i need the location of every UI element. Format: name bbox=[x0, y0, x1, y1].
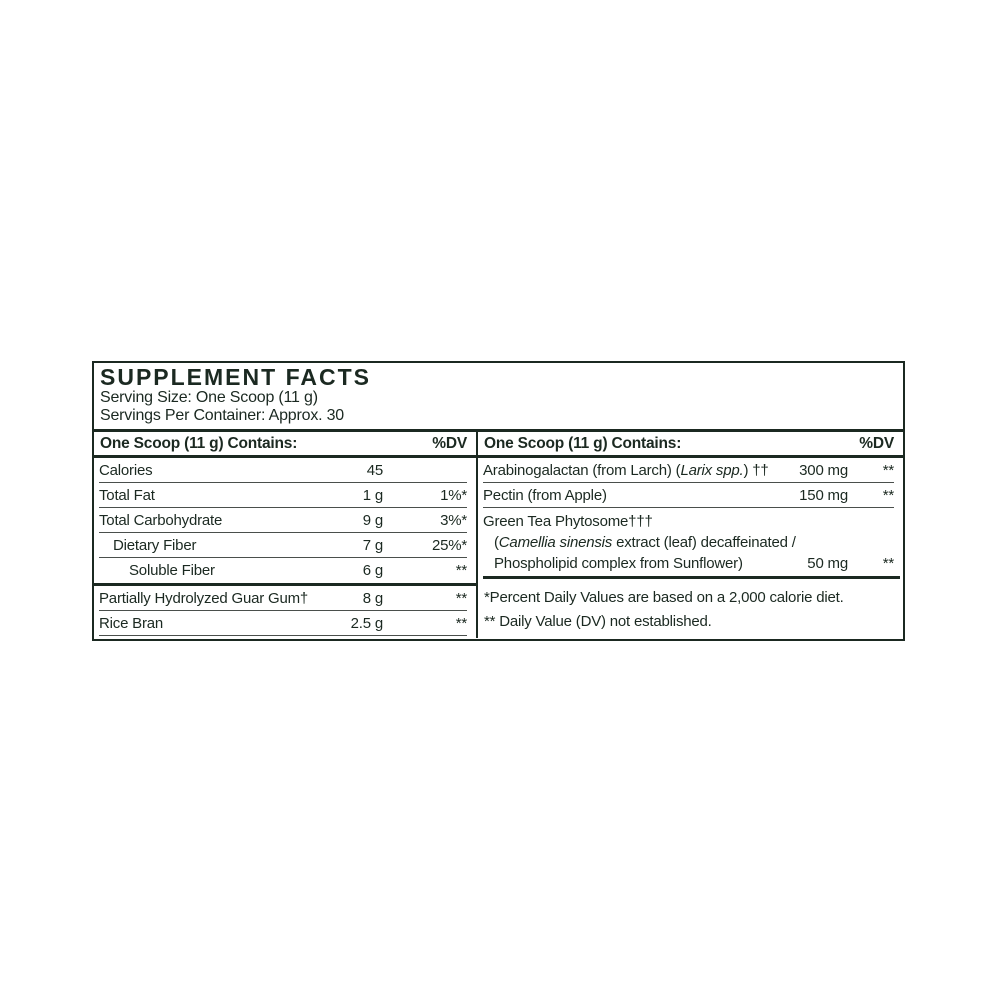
nutrient-description-line bbox=[483, 553, 894, 574]
nutrient-name: Total Fat bbox=[99, 486, 155, 504]
facts-header bbox=[94, 363, 903, 425]
nutrient-amount: 150 mg bbox=[799, 486, 848, 504]
nutrient-amount: 45 bbox=[366, 461, 383, 479]
nutrient-row-guar-gum bbox=[99, 586, 467, 611]
nutrient-amount: 9 g bbox=[362, 511, 383, 529]
nutrient-description-line bbox=[483, 532, 894, 553]
footnotes bbox=[478, 579, 903, 634]
nutrient-name: Calories bbox=[99, 461, 153, 479]
nutrient-name: Green Tea Phytosome††† bbox=[483, 513, 653, 530]
nutrient-name-part: ) †† bbox=[743, 461, 769, 479]
left-column-header-row bbox=[94, 432, 476, 458]
nutrient-name bbox=[483, 462, 784, 479]
nutrient-row-soluble-fiber bbox=[99, 558, 467, 583]
nutrient-dv: 1%* bbox=[440, 486, 467, 504]
nutrient-name: Total Carbohydrate bbox=[99, 511, 223, 529]
nutrient-row-total-fat bbox=[99, 483, 467, 508]
facts-columns bbox=[94, 432, 903, 638]
nutrient-dv: ** bbox=[882, 555, 894, 572]
nutrient-row-calories bbox=[99, 458, 467, 483]
nutrient-row-green-tea-phytosome bbox=[483, 508, 894, 574]
nutrient-row-dietary-fiber bbox=[99, 533, 467, 558]
nutrient-amount: 2.5 g bbox=[350, 614, 383, 632]
footnote-percent-dv: *Percent Daily Values are based on a 2,000 calorie diet. bbox=[484, 589, 844, 606]
nutrient-dv: 25%* bbox=[431, 536, 467, 554]
nutrient-amount: 50 mg bbox=[807, 555, 848, 572]
nutrient-amount: 8 g bbox=[362, 589, 383, 607]
nutrient-dv: 3%* bbox=[440, 511, 467, 529]
nutrient-name-part: ( bbox=[494, 534, 499, 551]
serving-size: Serving Size: One Scoop (11 g) bbox=[100, 389, 318, 406]
footnote-dv-not-established: ** Daily Value (DV) not established. bbox=[484, 613, 712, 630]
nutrient-name-part: Phospholipid complex from Sunflower) bbox=[494, 555, 743, 572]
nutrient-name: Partially Hydrolyzed Guar Gum† bbox=[99, 589, 309, 607]
right-column-header-row bbox=[478, 432, 903, 458]
nutrient-dv: ** bbox=[882, 461, 894, 479]
nutrient-name: Rice Bran bbox=[99, 614, 164, 632]
nutrient-dv: ** bbox=[455, 562, 467, 579]
nutrient-row-rice-bran bbox=[99, 611, 467, 636]
right-dv-header: %DV bbox=[859, 434, 894, 452]
nutrient-amount: 300 mg bbox=[799, 461, 848, 479]
nutrient-row-arabinogalactan bbox=[483, 458, 894, 483]
left-column bbox=[94, 432, 476, 638]
nutrient-amount: 7 g bbox=[362, 536, 383, 554]
nutrient-name: Dietary Fiber bbox=[113, 536, 197, 554]
nutrient-dv: ** bbox=[455, 614, 467, 632]
nutrient-amount: 1 g bbox=[362, 486, 383, 504]
nutrient-name: Pectin (from Apple) bbox=[483, 486, 607, 504]
nutrient-name: Soluble Fiber bbox=[129, 562, 215, 579]
left-column-header-label: One Scoop (11 g) Contains: bbox=[100, 434, 298, 452]
right-column-header-label: One Scoop (11 g) Contains: bbox=[484, 434, 682, 452]
nutrient-row-total-carbohydrate bbox=[99, 508, 467, 533]
nutrient-dv: ** bbox=[882, 486, 894, 504]
nutrient-name-part: Arabinogalactan (from Larch) ( bbox=[483, 461, 681, 479]
right-column bbox=[476, 432, 903, 638]
nutrient-amount: 6 g bbox=[362, 562, 383, 579]
nutrient-name-latin: Larix spp. bbox=[680, 461, 744, 479]
nutrient-dv: ** bbox=[455, 589, 467, 607]
nutrient-name-latin: Camellia sinensis bbox=[498, 534, 613, 551]
servings-per-container: Servings Per Container: Approx. 30 bbox=[100, 407, 345, 424]
left-dv-header: %DV bbox=[432, 434, 467, 452]
nutrient-name-part: extract (leaf) decaffeinated / bbox=[612, 534, 796, 551]
nutrient-row-pectin bbox=[483, 483, 894, 508]
facts-title: SUPPLEMENT FACTS bbox=[100, 364, 371, 390]
supplement-facts-panel bbox=[92, 361, 905, 641]
